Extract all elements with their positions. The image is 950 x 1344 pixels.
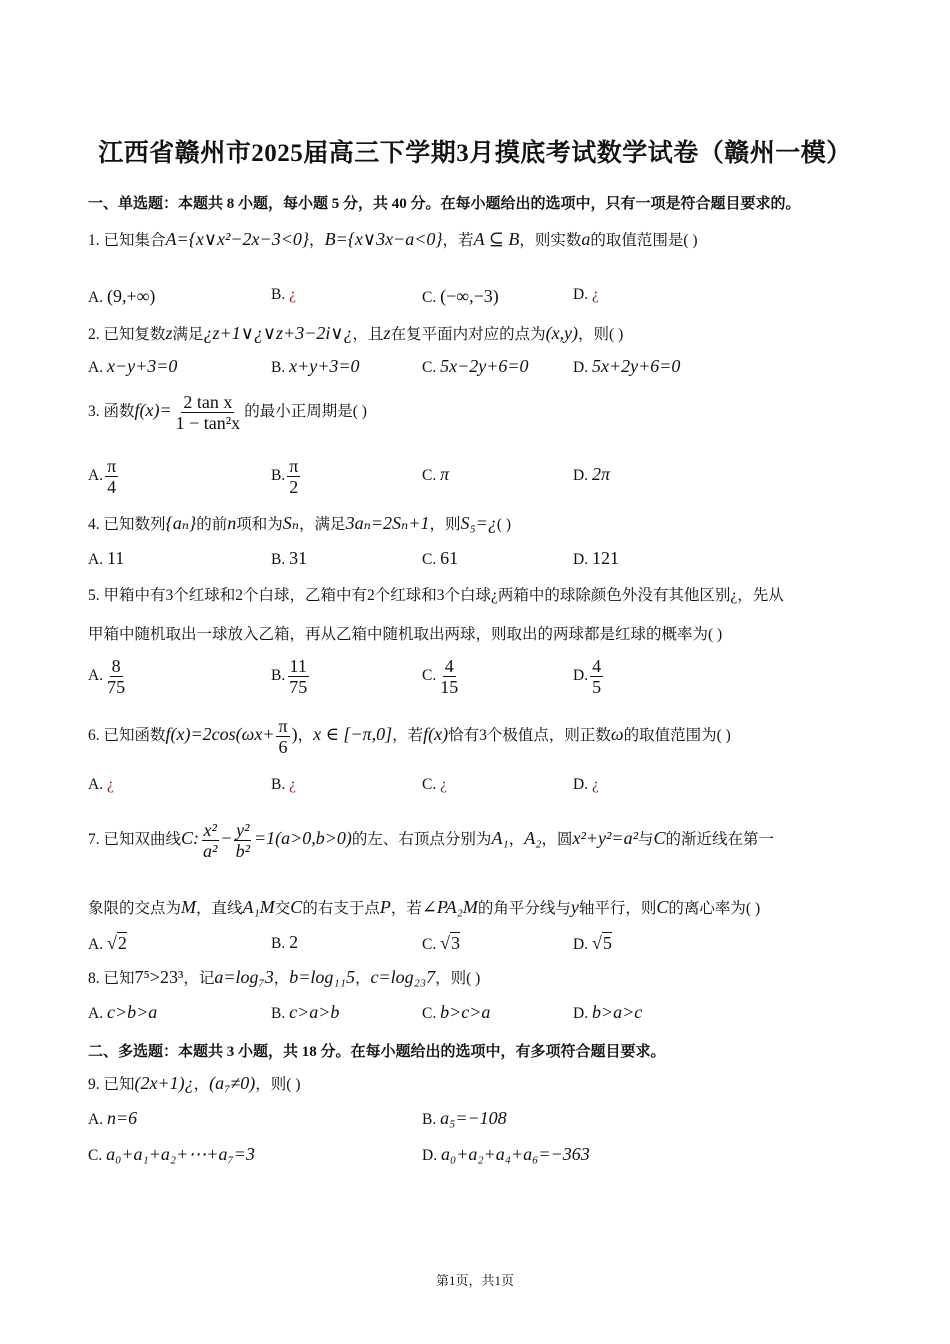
- q9-text: 9. 已知: [88, 1076, 135, 1093]
- option-label: A.: [88, 776, 104, 793]
- option-label: C.: [422, 1005, 437, 1022]
- q7-text: 的左、右顶点分别为: [351, 831, 492, 849]
- option-label: B.: [271, 776, 286, 793]
- q6-text: ，: [297, 727, 314, 745]
- q8-option-c: [422, 1002, 490, 1023]
- option-label: D.: [573, 551, 589, 568]
- q8-text: ，记: [183, 970, 215, 987]
- option-value: 5x+2y+6=0: [591, 356, 681, 376]
- q7-text: ，直线: [196, 900, 243, 917]
- q8-b: b=log₁₁5: [289, 967, 355, 987]
- q4-text: ，则: [429, 516, 461, 533]
- q1-set-a: A={x∨x²−2x−3<0}: [165, 229, 310, 249]
- q7-option-a: [88, 932, 127, 954]
- q4-text: 的前: [196, 516, 228, 533]
- q6-option-a: [88, 776, 114, 794]
- option-value: ¿: [289, 286, 296, 303]
- q4-option-a: [88, 548, 124, 569]
- q3-function: f(x)=: [134, 400, 172, 421]
- q3-option-d: [573, 464, 610, 485]
- option-value: c>a>b: [289, 1002, 340, 1022]
- question-5-line-1: 5. 甲箱中有3个红球和2个白球，乙箱中有2个红球和3个白球¿两箱中的球除颜色外没有其他区别¿，先从: [88, 587, 784, 604]
- option-value: ¿: [440, 776, 447, 793]
- q8-inequality: 7⁵>23³: [134, 967, 184, 987]
- option-label: A.: [88, 667, 104, 685]
- option-value: c>b>a: [106, 1002, 158, 1022]
- q7-circle: x²+y²=a²: [572, 828, 638, 849]
- option-value: 2π: [591, 464, 610, 484]
- q2-text: 在复平面内对应的点为: [390, 326, 546, 343]
- q7-y: y: [570, 897, 579, 917]
- option-value: 31: [289, 548, 308, 568]
- option-label: A.: [88, 289, 104, 306]
- q4-option-c: [422, 548, 458, 569]
- q6-option-b: [271, 776, 296, 794]
- option-value: 5: [602, 933, 612, 953]
- option-value: 2: [117, 933, 127, 953]
- q7-c: C: [290, 897, 303, 917]
- option-fraction: [590, 656, 603, 697]
- question-9: [88, 1072, 300, 1094]
- option-label: D.: [573, 1005, 589, 1022]
- q2-point: (x,y): [545, 323, 579, 343]
- fraction-numerator: π: [289, 456, 299, 476]
- q2-option-d: [573, 356, 680, 377]
- option-label: C.: [422, 467, 437, 484]
- option-label: B.: [271, 667, 286, 685]
- section-single-choice-heading: 一、单选题：本题共 8 小题，每小题 5 分，共 40 分。在每小题给出的选项中，只有一项是符合题目要求的。: [88, 196, 801, 212]
- question-4: [88, 512, 511, 534]
- option-fraction: [438, 656, 460, 697]
- option-label: B.: [271, 286, 286, 303]
- fraction-numerator: π: [107, 456, 117, 476]
- fraction-denominator: 75: [289, 677, 308, 697]
- q9-suffix: ，则( ): [255, 1076, 301, 1093]
- option-label: B.: [422, 1111, 437, 1128]
- q1-suffix: 的取值范围是( ): [590, 232, 698, 249]
- q4-suffix: ( ): [496, 516, 512, 533]
- option-label: A.: [88, 467, 104, 485]
- q7-curve: C:: [181, 828, 200, 849]
- q7-text: 与: [637, 831, 654, 849]
- q3-fraction: [174, 392, 243, 433]
- q7-p: P: [379, 897, 391, 917]
- option-label: D.: [573, 936, 589, 953]
- q7-text: 的渐近线在第一: [665, 831, 775, 849]
- q3-suffix: 的最小正周期是( ): [244, 403, 367, 421]
- q7-option-b: [271, 932, 298, 953]
- q7-c: C: [653, 828, 666, 849]
- fraction-numerator: y²: [236, 820, 250, 840]
- option-label: D.: [573, 286, 589, 303]
- fraction-denominator: b²: [235, 841, 250, 861]
- option-value: x+y+3=0: [289, 356, 360, 376]
- q6-omega: ω: [610, 724, 624, 745]
- fraction-numerator: 8: [111, 656, 121, 676]
- option-label: B.: [271, 1005, 286, 1022]
- q8-suffix: ，则( ): [435, 970, 481, 987]
- q2-option-a: [88, 356, 177, 377]
- fraction-numerator: 4: [592, 656, 602, 676]
- option-value: ¿: [106, 776, 114, 793]
- option-label: C.: [422, 667, 437, 685]
- option-fraction: [105, 456, 118, 497]
- q6-option-d: [573, 776, 599, 794]
- q7-fraction-x: [201, 820, 219, 861]
- q6-text: 恰有3个极值点，则正数: [448, 727, 611, 745]
- q1-option-b: [271, 286, 296, 304]
- option-label: D.: [573, 667, 589, 685]
- fraction-denominator: 2: [289, 477, 299, 497]
- q7-text: 轴平行，则: [578, 900, 657, 917]
- sqrt-symbol: √: [591, 933, 602, 953]
- option-value: 11: [106, 548, 125, 568]
- fraction-denominator: 5: [592, 677, 602, 697]
- q7-text: 象限的交点为: [88, 900, 182, 917]
- q7-c: C: [656, 897, 669, 917]
- option-label: C.: [422, 359, 437, 376]
- q9-condition: (a₇≠0): [209, 1073, 256, 1093]
- q1-variable: a: [581, 229, 591, 249]
- q4-equation: 3aₙ=2Sₙ+1: [345, 513, 430, 533]
- q7-text: 的右支于点: [302, 900, 380, 917]
- q6-paren: ): [291, 724, 298, 745]
- option-value: (9,+∞): [106, 286, 156, 306]
- fraction-numerator: 4: [444, 656, 454, 676]
- option-label: A.: [88, 936, 104, 953]
- q2-text: 满足: [172, 326, 204, 343]
- option-label: D.: [422, 1147, 438, 1164]
- q7-option-d: [573, 932, 612, 954]
- page-title: 江西省赣州市2025届高三下学期3月摸底考试数学试卷（赣州一模）: [98, 140, 852, 167]
- question-5-line-2: 甲箱中随机取出一球放入乙箱，再从乙箱中随机取出两球，则取出的两球都是红球的概率为( ): [88, 626, 723, 643]
- fraction-denominator: 15: [440, 677, 459, 697]
- q5-option-a: [88, 656, 129, 697]
- option-label: A.: [88, 1005, 104, 1022]
- option-fraction: [287, 456, 300, 497]
- q1-set-b: B={x∨3x−a<0}: [324, 229, 443, 249]
- q7-fraction-y: [234, 820, 252, 861]
- q4-sn: Sₙ: [282, 513, 300, 533]
- option-value: x−y+3=0: [106, 356, 178, 376]
- fraction-denominator: 4: [107, 477, 117, 497]
- q3-option-a: [88, 456, 120, 497]
- q7-angle: ∠PA₂M: [421, 897, 478, 917]
- q8-text: 8. 已知: [88, 970, 135, 987]
- option-value: 61: [440, 548, 459, 568]
- q6-option-c: [422, 776, 447, 794]
- question-7-line-1: [88, 820, 774, 861]
- q7-minus: −: [221, 828, 232, 849]
- q5-option-b: [271, 656, 311, 697]
- fraction-numerator: 2 tan x: [183, 392, 233, 412]
- q4-text: 4. 已知数列: [88, 516, 166, 533]
- option-value: ¿: [591, 286, 599, 303]
- option-label: D.: [573, 776, 589, 793]
- option-label: D.: [573, 467, 589, 484]
- option-label: B.: [271, 935, 286, 952]
- option-value: 121: [591, 548, 619, 568]
- fraction-numerator: 11: [289, 656, 307, 676]
- option-value: 3: [450, 933, 460, 953]
- q6-text: 6. 已知函数: [88, 727, 166, 745]
- q2-text: 2. 已知复数: [88, 326, 166, 343]
- option-value: a₀+a₂+a₄+a₆=−363: [440, 1144, 590, 1164]
- option-label: A.: [88, 1111, 104, 1128]
- option-value: 2: [289, 932, 299, 952]
- question-8: 8. 已知7⁵>23³，记a=log₇3，b=log₁₁5，c=log₂₃7，则( ): [88, 967, 481, 987]
- fraction-numerator: π: [278, 716, 288, 736]
- q9-option-b: [422, 1108, 507, 1129]
- option-label: C.: [422, 551, 437, 568]
- question-1: [88, 228, 698, 250]
- option-value: 5x−2y+6=0: [440, 356, 529, 376]
- option-value: π: [440, 464, 450, 484]
- q4-s5: S₅=¿: [460, 513, 497, 533]
- option-label: B.: [271, 359, 286, 376]
- section-multi-choice-heading: 二、多选题：本题共 3 小题，共 18 分。在每小题给出的选项中，有多项符合题目要求。: [88, 1044, 666, 1060]
- q7-text: ，若: [390, 900, 422, 917]
- q1-mid3: ，则实数: [519, 232, 582, 249]
- q6-domain: x ∈ [−π,0]: [313, 724, 393, 745]
- q1-mid1: ，: [309, 232, 325, 249]
- q2-text: ，则( ): [578, 326, 624, 343]
- q8-c: c=log₂₃7: [370, 967, 436, 987]
- option-label: A.: [88, 359, 104, 376]
- q6-text: ，若: [392, 727, 424, 745]
- q1-option-d: [573, 286, 599, 304]
- option-label: C.: [422, 936, 437, 953]
- q7-a1: A₁: [491, 828, 509, 849]
- sqrt-symbol: √: [106, 933, 117, 953]
- option-label: C.: [88, 1147, 103, 1164]
- q1-option-c: [422, 286, 499, 307]
- q9-option-d: [422, 1144, 590, 1165]
- option-label: B.: [271, 467, 286, 485]
- question-7-line-2: [88, 896, 760, 918]
- q2-option-b: [271, 356, 360, 377]
- q8-option-a: [88, 1002, 157, 1023]
- q7-option-c: [422, 932, 460, 954]
- q3-prefix: 3. 函数: [88, 403, 135, 421]
- q7-text: 7. 已知双曲线: [88, 831, 182, 849]
- q2-z: z: [383, 323, 391, 343]
- option-label: B.: [271, 551, 286, 568]
- fraction-numerator: x²: [203, 820, 217, 840]
- q4-option-b: [271, 548, 307, 569]
- q5-option-d: [573, 656, 605, 697]
- fraction-denominator: 75: [107, 677, 126, 697]
- q6-fx: f(x): [423, 724, 449, 745]
- fraction-denominator: 6: [278, 737, 288, 757]
- q7-text: ，圆: [541, 831, 573, 849]
- q6-fraction: [276, 716, 289, 757]
- q7-text: 的角平分线与: [477, 900, 571, 917]
- q6-suffix: 的取值范围为( ): [623, 727, 731, 745]
- question-3: [88, 392, 367, 433]
- option-value: (−∞,−3): [440, 286, 499, 306]
- option-value: n=6: [106, 1108, 138, 1128]
- q5-option-c: [422, 656, 462, 697]
- q8-option-b: [271, 1002, 339, 1023]
- question-6: [88, 716, 731, 757]
- q2-option-c: [422, 356, 529, 377]
- q7-condition: =1(a>0,b>0): [253, 828, 352, 849]
- option-value: b>a>c: [591, 1002, 643, 1022]
- q4-option-d: [573, 548, 619, 569]
- q8-a: a=log₇3: [214, 967, 274, 987]
- fraction-denominator: 1 − tan²x: [175, 413, 241, 433]
- option-label: C.: [422, 289, 437, 306]
- sqrt-symbol: √: [440, 933, 450, 953]
- q4-text: ，满足: [299, 516, 346, 533]
- q7-m: M: [181, 897, 197, 917]
- q7-text: 交: [274, 900, 291, 917]
- q7-text: 的离心率为( ): [668, 900, 761, 917]
- option-fraction: [105, 656, 127, 697]
- option-value: ¿: [591, 776, 599, 793]
- option-value: a₀+a₁+a₂+⋯+a₇=3: [106, 1144, 255, 1164]
- q4-text: 项和为: [236, 516, 283, 533]
- q4-n: n: [227, 513, 237, 533]
- q9-option-a: [88, 1108, 137, 1129]
- q7-text: ，: [508, 831, 525, 849]
- q8-option-d: [573, 1002, 642, 1023]
- option-label: C.: [422, 776, 437, 793]
- q1-condition: A ⊆ B: [473, 229, 520, 249]
- option-fraction: [287, 656, 309, 697]
- q1-mid2: ，若: [442, 232, 474, 249]
- option-label: A.: [88, 551, 104, 568]
- page-footer: 第1页，共1页: [435, 1273, 514, 1288]
- q1-prefix: 1. 已知集合: [88, 232, 166, 249]
- q9-option-c: [88, 1144, 255, 1165]
- q9-expression: (2x+1)¿: [134, 1073, 194, 1093]
- option-value: a₅=−108: [440, 1108, 507, 1128]
- q2-equation: ¿z+1∨¿∨z+3−2i∨¿: [203, 323, 353, 343]
- option-value: ¿: [289, 776, 296, 793]
- q2-z: z: [165, 323, 173, 343]
- q1-option-a: [88, 286, 155, 307]
- option-label: D.: [573, 359, 589, 376]
- q2-text: ，且: [352, 326, 384, 343]
- q7-line-a1m: A₁M: [242, 897, 275, 917]
- q6-function: f(x)=2cos(ωx+: [165, 724, 275, 745]
- q7-a2: A₂: [524, 828, 542, 849]
- question-2: [88, 322, 623, 344]
- fraction-denominator: a²: [203, 841, 218, 861]
- q9-text: ，: [193, 1076, 210, 1093]
- q4-sequence: {aₙ}: [165, 513, 197, 533]
- option-value: b>c>a: [440, 1002, 491, 1022]
- q3-option-b: [271, 456, 302, 497]
- q3-option-c: [422, 464, 449, 485]
